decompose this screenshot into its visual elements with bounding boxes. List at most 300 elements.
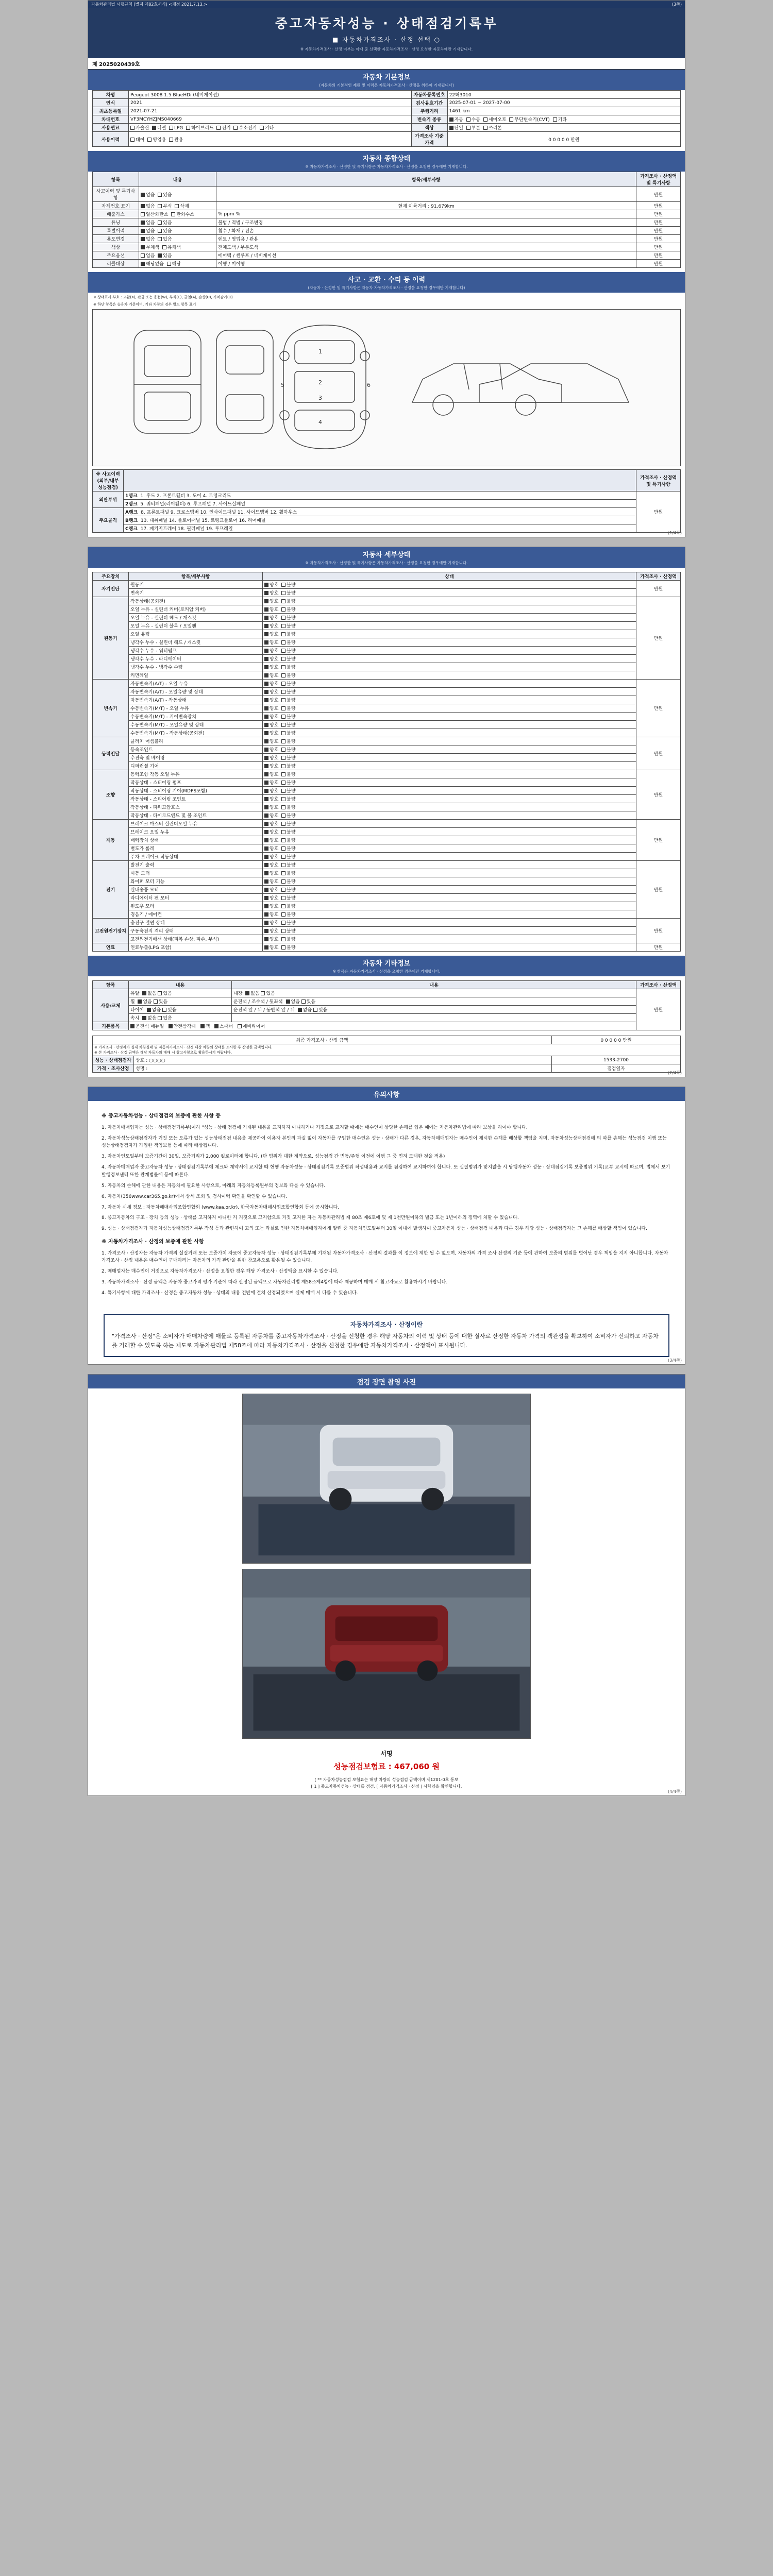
fuel-option-diesel[interactable]: 디젤 <box>152 126 166 131</box>
table-row <box>93 243 681 251</box>
notice-title: 유의사항 <box>88 1087 685 1101</box>
detail-state-7-1 <box>263 927 636 935</box>
table-row <box>93 589 681 597</box>
table-row <box>93 647 681 655</box>
notice2-item-2: 3. 자동차가격조사 · 산정 금액은 자동차 중고가격 평가 기준에 따라 산정된 금액으로 자동차관리법 제58조제4항에 따라 제공하며 매매 시 참고자료로 활용하시기 바랍니다. <box>102 1280 448 1285</box>
basic-label-1: 연식 <box>93 99 129 107</box>
overall-opt-yes-0[interactable]: 있음 <box>158 193 172 198</box>
overall-item-4: 특별이력 <box>93 227 139 235</box>
state-bad-2-5[interactable]: 불량 <box>281 723 295 728</box>
state-good-5-4[interactable]: 양호 <box>264 855 278 860</box>
state-bad-1-3[interactable]: 불량 <box>281 624 295 629</box>
fuel-option-hybrid[interactable]: 하이브리드 <box>186 126 213 131</box>
detail-item-1-2: 오일 누유 - 실린더 헤드 / 개스킷 <box>129 614 263 622</box>
detail-item-3-1: 등속조인트 <box>129 745 263 754</box>
inspector-company-value: 상호 : ○○○○ <box>134 1056 552 1064</box>
overall-right-4: 만원 <box>636 227 681 235</box>
state-good-6-1[interactable]: 양호 <box>264 871 278 876</box>
notice-item-1: 2. 자동차성능상태점검자가 거짓 또는 오류가 있는 성능상태점검 내용을 제공하여 이용자 본인의 과실 없이 자동차를 구입한 매수인은 성능 · 상태가 다른 경우, 자동차매매업자는 매수인이 제시한 손해를 배상할 책임을 지며, 자동차성능상태점검에 의 따를 손해는 성능점검 이행 또는 성능상태점검자가 가입한 책임보험 등에 따라 배상됩니다. <box>102 1136 667 1149</box>
detail-item-2-1: 자동변속기(A/T) - 오일유량 및 상태 <box>129 688 263 696</box>
table-row <box>93 861 681 869</box>
usage-option-business[interactable]: 영업용 <box>147 138 166 143</box>
overall-right-1: 만원 <box>636 202 681 210</box>
state-bad-2-1[interactable]: 불량 <box>281 690 295 695</box>
detail-table <box>92 572 681 952</box>
transmission-option-cvt[interactable]: 무단변속기(CVT) <box>509 117 549 123</box>
basic-item-jack[interactable]: 잭 <box>200 1024 210 1029</box>
fuel-option-hydrogen[interactable]: 수소전기 <box>233 126 257 131</box>
etc-header-row <box>93 981 681 989</box>
page-4-tag: (4/4쪽) <box>668 1789 682 1794</box>
fuel-option-electric[interactable]: 전기 <box>216 126 230 131</box>
state-bad-1-0[interactable]: 불량 <box>281 599 295 604</box>
overall-opt-none-7[interactable]: 없음 <box>141 253 155 259</box>
table-row <box>93 597 681 605</box>
final-price-note <box>93 1044 681 1056</box>
state-good-3-0[interactable]: 양호 <box>264 739 278 744</box>
state-good-4-3[interactable]: 양호 <box>264 797 278 802</box>
table-row <box>93 943 681 952</box>
table-row <box>93 210 681 218</box>
section-detail-subtitle: ※ 자동차가격조사 · 산정한 및 특기사항은 자동차가격조사 · 산정을 요청한 경우에만 기재합니다. <box>88 560 685 568</box>
table-row <box>93 524 681 533</box>
final-price-table <box>92 1036 681 1073</box>
detail-item-6-3: 실내송풍 모터 <box>129 886 263 894</box>
detail-state-4-2 <box>263 787 636 795</box>
car-diagram-panel <box>92 309 681 466</box>
state-good-5-2[interactable]: 양호 <box>264 838 278 843</box>
overall-right-0: 만원 <box>636 187 681 202</box>
table-row <box>93 614 681 622</box>
overall-opt-none-0[interactable]: 없음 <box>141 193 155 198</box>
state-good-5-3[interactable]: 양호 <box>264 846 278 852</box>
state-bad-0-1[interactable]: 불량 <box>281 591 295 596</box>
detail-state-8-0 <box>263 943 636 952</box>
odometer-value <box>447 107 680 115</box>
overall-opt-yes-7[interactable]: 있음 <box>158 253 172 259</box>
etc-group-label: 사용/교체 <box>93 989 129 1022</box>
table-row <box>93 844 681 853</box>
state-good-7-0[interactable]: 양호 <box>264 921 278 926</box>
usage-option-government[interactable]: 관용 <box>169 138 183 143</box>
photos-body <box>88 1394 685 1739</box>
etc-opt-none-0[interactable]: 없음 <box>142 991 156 996</box>
overall-detail-2: % ppm % <box>216 210 636 218</box>
detail-item-3-3: 디퍼런셜 기어 <box>129 762 263 770</box>
overall-detail-4: 침수 / 화재 / 전손 <box>216 227 636 235</box>
inspect-date-label: 점검일자 <box>552 1064 681 1073</box>
state-good-0-1[interactable]: 양호 <box>264 591 278 596</box>
state-bad-1-6[interactable]: 불량 <box>281 649 295 654</box>
state-bad-2-6[interactable]: 불량 <box>281 731 295 736</box>
etc-row2-2: 운전석 앞 / 뒤 / 동반석 앞 / 뒤 없음 있음 <box>232 1006 636 1014</box>
transmission-option-manual[interactable]: 수동 <box>466 117 480 123</box>
overall-opt-achromatic-6[interactable]: 무채색 <box>141 245 159 250</box>
table-row <box>93 737 681 745</box>
state-bad-2-4[interactable]: 불량 <box>281 715 295 720</box>
state-bad-5-4[interactable]: 불량 <box>281 855 295 860</box>
table-row <box>93 828 681 836</box>
state-bad-6-5[interactable]: 불량 <box>281 904 295 909</box>
detail-item-5-3: 별도가 롤레 <box>129 844 263 853</box>
state-bad-1-9[interactable]: 불량 <box>281 673 295 679</box>
state-good-2-1[interactable]: 양호 <box>264 690 278 695</box>
table-row <box>93 919 681 927</box>
detail-state-4-0 <box>263 770 636 778</box>
etc-basic-label: 기본품목 <box>93 1022 129 1030</box>
overall-right-2: 만원 <box>636 210 681 218</box>
state-bad-3-1[interactable]: 불량 <box>281 748 295 753</box>
detail-item-7-1: 구동축전지 격리 상태 <box>129 927 263 935</box>
state-good-6-5[interactable]: 양호 <box>264 904 278 909</box>
detail-header-state: 상태 <box>263 572 636 581</box>
state-good-4-2[interactable]: 양호 <box>264 789 278 794</box>
state-good-1-7[interactable]: 양호 <box>264 657 278 662</box>
overall-opt-applicable-8[interactable]: 해당 <box>167 262 181 267</box>
color-option-single[interactable]: 단일 <box>449 126 463 131</box>
state-bad-5-3[interactable]: 불량 <box>281 846 295 852</box>
overall-opt-chromatic-6[interactable]: 유채색 <box>162 245 181 250</box>
section-overall-title: 자동차 종합상태 <box>88 151 685 164</box>
state-good-5-0[interactable]: 양호 <box>264 822 278 827</box>
detail-state-2-4 <box>263 713 636 721</box>
overall-opt-none-3[interactable]: 없음 <box>141 221 155 226</box>
table-row <box>93 124 681 132</box>
table-row <box>93 508 681 516</box>
detail-header-device: 주요장치 <box>93 572 129 581</box>
table-row <box>93 251 681 260</box>
fuel-option-lpg[interactable]: LPG <box>169 126 183 131</box>
vin-value: VF3MCYHZJMS040669 <box>129 115 412 124</box>
overall-opt-none-5[interactable]: 없음 <box>141 237 155 242</box>
basic-info-table <box>92 90 681 147</box>
state-good-2-6[interactable]: 양호 <box>264 731 278 736</box>
state-good-3-1[interactable]: 양호 <box>264 748 278 753</box>
etc-wrap <box>88 976 685 1077</box>
detail-item-5-4: 주차 브레이크 작동상태 <box>129 853 263 861</box>
etc-opt-yes-0[interactable]: 있음 <box>158 991 172 996</box>
notice-item-7: 8. 중고자동차의 구조 · 장치 등의 성능 · 상태를 고지하지 아니한 거 거짓으로 고지함으로 거짓 고지한 자는 자동차관리법 제 80조 제6호에 및 제 1천만원이하의 벌금 또는 1년이하의 징역에 처할 수 있습니다. <box>102 1215 519 1221</box>
detail-state-0-1 <box>263 589 636 597</box>
state-bad-7-0[interactable]: 불량 <box>281 921 295 926</box>
detail-state-1-2 <box>263 614 636 622</box>
section-accident-subtitle: (자동차 · 산정한 및 특기사항은 자동차 자동차가격조사 · 산정을 요청한 경우에만 기재합니다) <box>88 285 685 293</box>
detail-item-1-4: 오일 유량 <box>129 630 263 638</box>
accident-rank-a: A랭크 8. 프론트패널 9. 크로스멤버 10. 인사이드패널 11. 사이드멤버 12. 휠하우스 <box>124 508 636 516</box>
overall-item-5: 용도변경 <box>93 235 139 243</box>
state-good-6-0[interactable]: 양호 <box>264 863 278 868</box>
state-good-1-8[interactable]: 양호 <box>264 665 278 670</box>
accident-rank-2: 2랭크 5. 쿼터패널(리어휀더) 6. 루프패널 7. 사이드실패널 <box>124 500 636 508</box>
section-etc-title: 자동차 기타정보 <box>88 956 685 969</box>
detail-state-1-0 <box>263 597 636 605</box>
state-good-7-2[interactable]: 양호 <box>264 937 278 942</box>
assessor-label: 가격 · 조사산정 <box>93 1064 134 1073</box>
state-bad-1-2[interactable]: 불량 <box>281 616 295 621</box>
overall-opt-corrosion-1[interactable]: 부식 <box>158 204 172 209</box>
table-row <box>93 516 681 524</box>
overall-content-6 <box>139 243 216 251</box>
inspector-phone: 1533-2700 <box>552 1056 681 1064</box>
detail-state-3-0 <box>263 737 636 745</box>
state-good-6-4[interactable]: 양호 <box>264 896 278 901</box>
overall-opt-yes-3[interactable]: 있음 <box>158 221 172 226</box>
detail-item-8-0: 연료누출(LPG 포함) <box>129 943 263 952</box>
state-bad-5-0[interactable]: 불량 <box>281 822 295 827</box>
table-row <box>93 886 681 894</box>
accident-parts-header <box>93 470 681 492</box>
table-row <box>93 696 681 704</box>
detail-state-3-1 <box>263 745 636 754</box>
state-bad-0-0[interactable]: 불량 <box>281 583 295 588</box>
state-bad-8-0[interactable]: 불량 <box>281 945 295 951</box>
etc-header-content: 내용 <box>129 981 232 989</box>
state-good-1-3[interactable]: 양호 <box>264 624 278 629</box>
state-good-4-5[interactable]: 양호 <box>264 814 278 819</box>
state-good-3-3[interactable]: 양호 <box>264 764 278 769</box>
document-number-label: 제 <box>92 62 97 68</box>
basic-item-triangle[interactable]: 안전삼각대 <box>169 1024 196 1029</box>
state-good-1-9[interactable]: 양호 <box>264 673 278 679</box>
state-bad-1-7[interactable]: 불량 <box>281 657 295 662</box>
detail-state-2-5 <box>263 721 636 729</box>
detail-right-0: 만원 <box>636 581 681 597</box>
state-bad-4-5[interactable]: 불량 <box>281 814 295 819</box>
state-good-8-0[interactable]: 양호 <box>264 945 278 951</box>
overall-header-detail: 항목/세부사항 <box>216 172 636 187</box>
etc-right-value: 만원 <box>636 989 681 1030</box>
accident-rank-1: 1랭크 1. 후드 2. 프론트휀더 3. 도어 4. 트렁크리드 <box>124 492 636 500</box>
state-good-2-0[interactable]: 양호 <box>264 682 278 687</box>
inspector-company-label: 성능 · 상태점검자 <box>93 1056 134 1064</box>
state-good-2-5[interactable]: 양호 <box>264 723 278 728</box>
overall-detail-6: 전체도색 / 부분도색 <box>216 243 636 251</box>
state-good-5-1[interactable]: 양호 <box>264 830 278 835</box>
accident-note-1: ※ 상태표시 부호 : 교환(X), 판금 또는 용접(W), 부식(C), 균열(A), 손상(U), 가치감가(D) <box>93 295 233 300</box>
etc-opt-yes-1[interactable]: 있음 <box>154 999 167 1005</box>
state-bad-5-1[interactable]: 불량 <box>281 830 295 835</box>
overall-opt-yes-5[interactable]: 있음 <box>158 237 172 242</box>
overall-opt-hc-2[interactable]: 탄화수소 <box>171 212 194 217</box>
detail-item-4-1: 작동상태 - 스티어링 펌프 <box>129 778 263 787</box>
table-row <box>93 1022 681 1030</box>
overall-opt-na-8[interactable]: 해당없음 <box>141 262 164 267</box>
state-bad-6-2[interactable]: 불량 <box>281 879 295 885</box>
overall-item-1: 자체번호 표기 <box>93 202 139 210</box>
state-bad-5-2[interactable]: 불량 <box>281 838 295 843</box>
page-subnote: ※ 자동차가격조사 · 산정 여부는 아래 중 선택한 자동차가격조사 · 산정 요청한 자동차에만 기재합니다. <box>300 47 473 52</box>
detail-state-6-1 <box>263 869 636 877</box>
state-good-6-6[interactable]: 양호 <box>264 912 278 918</box>
state-bad-4-0[interactable]: 불량 <box>281 772 295 777</box>
state-bad-6-6[interactable]: 불량 <box>281 912 295 918</box>
overall-table <box>92 172 681 268</box>
table-row <box>93 622 681 630</box>
state-good-2-3[interactable]: 양호 <box>264 706 278 711</box>
fuel-option-gasoline[interactable]: 가솔린 <box>130 126 149 131</box>
state-good-7-1[interactable]: 양호 <box>264 929 278 934</box>
table-row <box>93 927 681 935</box>
etc-basic-items <box>129 1022 636 1030</box>
state-good-3-2[interactable]: 양호 <box>264 756 278 761</box>
notice-item-8: 9. 성능 · 상태점검자가 자동차성능상태점검기록부 작성 등과 관련하여 고의 또는 과실로 인한 자동차매매업자에게 알린 중 자동차인도일부터 30일 이내에 발생하여 중고자동차 성능 · 상태점검 내용과 다른 경우 해당 성능 · 상태점검자는 그 손해를 배상할 책임이 있습니다. <box>102 1226 648 1232</box>
detail-header-item: 항목/세부사항 <box>129 572 263 581</box>
table-row <box>93 787 681 795</box>
overall-opt-co-2[interactable]: 일산화탄소 <box>141 212 168 217</box>
etc-opt2-yes-0[interactable]: 있음 <box>261 991 275 996</box>
etc-opt2-none-1[interactable]: 없음 <box>286 999 300 1005</box>
state-good-1-6[interactable]: 양호 <box>264 649 278 654</box>
state-good-4-1[interactable]: 양호 <box>264 781 278 786</box>
definition-box-text: "가격조사 · 산정"은 소비자가 매매차량에 매물로 등록된 자동차를 중고자동차가격조사 · 산정을 신청한 경우 해당 자동차의 이력 및 상태 등에 대한 실사로 산정한 자동차 가격의 객관성을 확보하여 소비자가 신뢰하고 자동차를 거래할 수 있도록 하는 제도로 자동차관리법 제58조에 따라 자동차가격조사 · 산정을 신청한 경우에만 자동차가격조사 · 산정액이 표시됩니다. <box>112 1332 659 1349</box>
overall-item-0: 사고이력 및 특기사항 <box>93 187 139 202</box>
table-row <box>93 778 681 787</box>
state-good-1-5[interactable]: 양호 <box>264 640 278 646</box>
table-row <box>93 853 681 861</box>
etc-opt-none-2[interactable]: 없음 <box>147 1008 161 1013</box>
transmission-option-semi[interactable]: 세미오토 <box>483 117 507 123</box>
state-good-4-0[interactable]: 양호 <box>264 772 278 777</box>
state-bad-4-2[interactable]: 불량 <box>281 789 295 794</box>
overall-opt-none-1[interactable]: 없음 <box>141 204 155 209</box>
overall-opt-delete-1[interactable]: 삭제 <box>175 204 189 209</box>
detail-item-6-6: 경음기 / 에어컨 <box>129 910 263 919</box>
table-row <box>93 132 681 147</box>
state-bad-3-0[interactable]: 불량 <box>281 739 295 744</box>
detail-state-1-6 <box>263 647 636 655</box>
etc-opt2-yes-2[interactable]: 있음 <box>313 1008 327 1013</box>
state-good-6-3[interactable]: 양호 <box>264 888 278 893</box>
state-bad-2-2[interactable]: 불량 <box>281 698 295 703</box>
notice-heading-1: ※ 중고자동차성능 · 상태점검의 보증에 관한 사항 등 <box>102 1113 221 1120</box>
overall-header-right: 가격조사 · 산정액 및 특기사항 <box>636 172 681 187</box>
accident-rank-c: C랭크 17. 패키지트레이 18. 필러패널 19. 루프레일 <box>124 524 636 533</box>
state-good-1-0[interactable]: 양호 <box>264 599 278 604</box>
table-row <box>93 581 681 589</box>
page-2 <box>88 547 685 1077</box>
etc-opt2-yes-1[interactable]: 있음 <box>301 999 315 1005</box>
detail-item-4-3: 작동상태 - 스티어링 조인트 <box>129 795 263 803</box>
state-bad-1-4[interactable]: 불량 <box>281 632 295 637</box>
state-bad-6-3[interactable]: 불량 <box>281 888 295 893</box>
color-options <box>447 124 680 132</box>
state-good-1-4[interactable]: 양호 <box>264 632 278 637</box>
basic-value-0b: 22허3010 <box>447 91 680 99</box>
overall-content-2 <box>139 210 216 218</box>
detail-item-1-8: 냉각수 누수 - 냉각수 수량 <box>129 663 263 671</box>
page-subtitle: ■ 자동차가격조사 · 산정 선택 ○ <box>332 36 441 43</box>
state-good-4-4[interactable]: 양호 <box>264 805 278 810</box>
overall-wrap <box>88 172 685 272</box>
state-bad-3-3[interactable]: 불량 <box>281 764 295 769</box>
state-good-1-2[interactable]: 양호 <box>264 616 278 621</box>
detail-group-3: 동력전달 <box>93 737 129 770</box>
color-option-twotone[interactable]: 투톤 <box>466 126 480 131</box>
etc-opt-none-3[interactable]: 없음 <box>142 1016 156 1021</box>
state-bad-1-8[interactable]: 불량 <box>281 665 295 670</box>
etc-opt2-none-2[interactable]: 없음 <box>298 1008 312 1013</box>
state-bad-7-2[interactable]: 불량 <box>281 937 295 942</box>
state-bad-1-5[interactable]: 불량 <box>281 640 295 646</box>
etc-opt-yes-2[interactable]: 있음 <box>162 1008 176 1013</box>
notice2-item-1: 2. 매매업자는 매수인이 거짓으로 자동차가격조사 · 산정을 요청한 경우 해당 가격조사 · 산정액을 표시한 수 있습니다. <box>102 1269 339 1275</box>
etc-opt-none-1[interactable]: 없음 <box>138 999 152 1005</box>
etc-row2-0: 내장 없음 있음 <box>232 989 636 997</box>
usage-option-rental[interactable]: 대여 <box>130 138 144 143</box>
detail-state-6-2 <box>263 877 636 886</box>
table-row <box>93 655 681 663</box>
section-overall-subtitle: ※ 자동차가격조사 · 산정한 및 특기사항은 자동차가격조사 · 산정을 요청한 경우에만 기재합니다. <box>88 164 685 172</box>
state-good-0-0[interactable]: 양호 <box>264 583 278 588</box>
state-good-2-2[interactable]: 양호 <box>264 698 278 703</box>
state-good-2-4[interactable]: 양호 <box>264 715 278 720</box>
basic-item-manual[interactable]: 운전석 매뉴얼 <box>130 1024 164 1029</box>
etc-opt2-none-0[interactable]: 없음 <box>245 991 259 996</box>
overall-opt-none-4[interactable]: 없음 <box>141 229 155 234</box>
state-bad-4-3[interactable]: 불량 <box>281 797 295 802</box>
page-2-tag: (2/4쪽) <box>668 1071 682 1076</box>
table-row <box>93 820 681 828</box>
overall-content-3 <box>139 218 216 227</box>
color-option-threetone[interactable]: 쓰리톤 <box>483 126 502 131</box>
overall-item-6: 색상 <box>93 243 139 251</box>
overall-content-5 <box>139 235 216 243</box>
state-bad-1-1[interactable]: 불량 <box>281 607 295 613</box>
detail-group-5: 제동 <box>93 820 129 861</box>
state-bad-2-3[interactable]: 불량 <box>281 706 295 711</box>
table-row <box>93 989 681 997</box>
basic-item-spare-tire[interactable]: 예비타이어 <box>238 1024 265 1029</box>
detail-state-5-2 <box>263 836 636 844</box>
etc-opt-yes-3[interactable]: 있음 <box>158 1016 172 1021</box>
detail-item-1-5: 냉각수 누수 - 실린더 헤드 / 개스킷 <box>129 638 263 647</box>
state-bad-4-4[interactable]: 불량 <box>281 805 295 810</box>
transmission-option-etc[interactable]: 기타 <box>553 117 567 123</box>
etc-header-right: 가격조사 · 산정액 <box>636 981 681 989</box>
state-bad-4-1[interactable]: 불량 <box>281 781 295 786</box>
table-row <box>93 115 681 124</box>
state-bad-7-1[interactable]: 불량 <box>281 929 295 934</box>
detail-state-1-9 <box>263 671 636 680</box>
state-bad-6-4[interactable]: 불량 <box>281 896 295 901</box>
detail-item-6-0: 발전기 출력 <box>129 861 263 869</box>
state-bad-6-1[interactable]: 불량 <box>281 871 295 876</box>
transmission-option-auto[interactable]: 자동 <box>449 117 463 123</box>
table-row <box>93 218 681 227</box>
table-row <box>93 202 681 210</box>
price-base-value: 0 0 0 0 0 만원 <box>447 132 680 147</box>
page-1 <box>88 0 685 537</box>
detail-state-6-0 <box>263 861 636 869</box>
overall-opt-yes-4[interactable]: 있음 <box>158 229 172 234</box>
section-detail-title: 자동차 세부상태 <box>88 547 685 560</box>
state-bad-6-0[interactable]: 불량 <box>281 863 295 868</box>
notice-item-3: 4. 자동차매매업자 중고자동차 성능 · 상태점검기록부에 체크와 계약서에 교지할 때 현행 자동차성능 · 상태점검기록 보증범위 작성내용과 교지를 점검하여 교지하여야 합니다. 또 실질범위가 맞지않을 시 당행자동차 성능 · 상태점검기록 보증범위 기록(교부 교시에 따르며, 법에서 보기발행정보센터 또한 관계법률에 등에 따른다. <box>102 1165 670 1178</box>
final-price-note-1: ※ 가격조사 · 산정자가 실제 차량실태 및 자동차가격조사 · 산정 대상 차량의 상태를 조사한 후 산정한 금액입니다. <box>94 1045 273 1050</box>
state-good-1-1[interactable]: 양호 <box>264 607 278 613</box>
basic-label-0b: 자동차등록번호 <box>411 91 447 99</box>
state-bad-2-0[interactable]: 불량 <box>281 682 295 687</box>
basic-item-spanner[interactable]: 스패너 <box>214 1024 233 1029</box>
fuel-option-etc[interactable]: 기타 <box>260 126 274 131</box>
footnote-line-1: [ ** 자동차성능점검 보험료는 해당 차량의 성능점검 금액이며 제1201-0호 통보 <box>314 1777 459 1783</box>
detail-state-3-2 <box>263 754 636 762</box>
table-row <box>93 630 681 638</box>
detail-item-7-0: 충전구 절연 상태 <box>129 919 263 927</box>
state-good-6-2[interactable]: 양호 <box>264 879 278 885</box>
detail-state-1-5 <box>263 638 636 647</box>
state-bad-3-2[interactable]: 불량 <box>281 756 295 761</box>
